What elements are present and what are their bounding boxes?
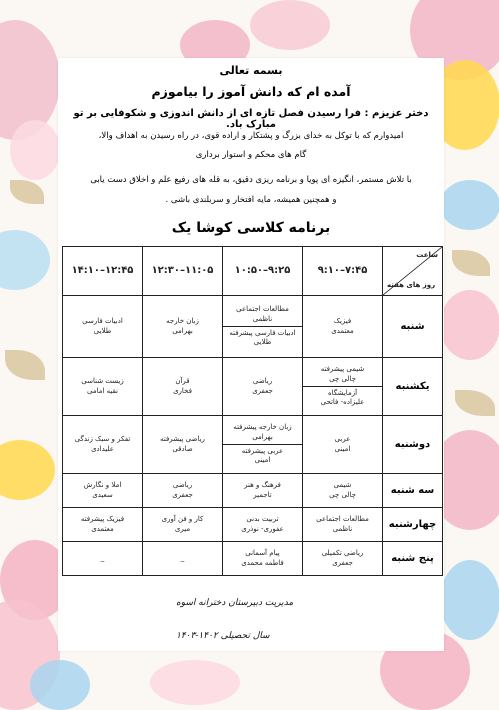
class-cell: [63, 358, 143, 416]
table-row: [63, 358, 443, 416]
teacher-text: معتمدی: [91, 524, 114, 533]
subject-text: عربی پیشرفته: [241, 447, 284, 455]
class-cell: [303, 542, 383, 576]
teacher-text: علیدادی: [91, 444, 114, 453]
subject-text: زبان خارجه: [166, 317, 199, 326]
teacher-text: طلایی: [253, 338, 272, 347]
corner-day-label: روز های هفته: [387, 281, 436, 290]
subject-text: کار و فن آوری: [161, 515, 204, 524]
teacher-text: عفوری- نوذری: [241, 524, 284, 533]
class-cell: [303, 358, 383, 416]
subject-text: املا و نگارش: [83, 481, 122, 490]
subject-text: زبان خارجه پیشرفته: [233, 423, 292, 432]
subject-text: ریاضی: [172, 481, 193, 490]
class-cell: [63, 416, 143, 474]
class-cell: [303, 474, 383, 508]
subject-text: آزمایشگاه: [327, 389, 358, 397]
subject-text: فیزیک: [333, 317, 352, 326]
time-header: ۱۱:۰۵–۱۲:۳۰: [143, 247, 223, 296]
subject-text: _: [100, 553, 105, 562]
page-title: آمده ام که دانش آموز را بیاموزم: [151, 84, 351, 99]
table-row: [63, 508, 443, 542]
bismillah: بسمه تعالی: [219, 64, 283, 77]
subject-text: ادبیات فارسی پیشرفته: [229, 329, 296, 337]
subject-text: ریاضی پیشرفته: [160, 435, 205, 444]
table-row: [63, 542, 443, 576]
class-cell: [143, 358, 223, 416]
subject-text: مطالعات اجتماعی: [236, 305, 289, 314]
teacher-text: ناظمی: [332, 524, 353, 533]
subject-text: شیمی پیشرفته: [320, 365, 365, 374]
class-cell: [63, 508, 143, 542]
class-slot-top: [303, 363, 382, 387]
class-cell: [63, 296, 143, 358]
class-cell: [223, 474, 303, 508]
subject-text: قرآن: [175, 377, 190, 386]
class-cell: [303, 508, 383, 542]
schedule-title: برنامه کلاسی کوشا یک: [171, 220, 331, 236]
class-cell: [223, 358, 303, 416]
teacher-text: ناظمی: [252, 314, 273, 323]
teacher-text: چالی چی: [329, 490, 356, 499]
table-row: [63, 416, 443, 474]
teacher-text: تاجمیر: [253, 490, 272, 499]
day-cell: دوشنبه: [383, 416, 443, 474]
teacher-text: جعفری: [332, 558, 353, 567]
teacher-text: امینی: [334, 444, 351, 453]
class-cell: [63, 474, 143, 508]
teacher-text: میری: [174, 524, 191, 533]
class-cell: [303, 416, 383, 474]
teacher-text: بهرامی: [172, 326, 193, 335]
day-cell: شنبه: [383, 296, 443, 358]
subject-text: تفکر و سبک زندگی: [74, 435, 131, 444]
subject-text: مطالعات اجتماعی: [316, 515, 369, 524]
subject-text: تربیت بدنی: [246, 515, 279, 524]
class-cell: [143, 542, 223, 576]
corner-time-label: ساعت: [416, 251, 438, 259]
teacher-text: صادقی: [172, 444, 193, 453]
class-cell: [143, 508, 223, 542]
class-cell: [223, 416, 303, 474]
subject-text: عربی: [334, 435, 351, 444]
teacher-text: بهرامی: [252, 432, 273, 441]
teacher-text: فاطمه محمدی: [241, 558, 284, 567]
class-cell: [143, 296, 223, 358]
subject-text: فیزیک پیشرفته: [80, 515, 125, 524]
day-cell: چهارشنبه: [383, 508, 443, 542]
day-cell: یکشنبه: [383, 358, 443, 416]
subject-text: _: [180, 553, 185, 562]
class-cell: [63, 542, 143, 576]
schedule-table: [62, 246, 443, 576]
class-cell: [223, 508, 303, 542]
subject-text: ادبیات فارسی: [82, 317, 123, 326]
class-cell: [223, 542, 303, 576]
class-cell: [303, 296, 383, 358]
table-header-row: [63, 247, 443, 296]
time-header: ۹:۲۵–۱۰:۵۰: [223, 247, 303, 296]
class-slot-bottom: [223, 445, 302, 468]
principal-signature: مدیریت دبیرستان دخترانه اسوه: [176, 598, 294, 608]
class-slot-top: [223, 421, 302, 445]
corner-cell: [383, 247, 443, 296]
intro-line-3: گام های محکم و استوار برداری: [195, 150, 307, 160]
intro-line-4: با تلاش مستمر، انگیزه ای پویا و برنامه ریزی دقیق، به قله های رفیع علم و اخلاق دست یابی: [90, 175, 412, 185]
class-cell: [143, 474, 223, 508]
subject-text: ریاضی: [252, 377, 273, 386]
intro-line-5: و همچنین همیشه، مایه افتخار و سربلندی باشی .: [165, 195, 337, 205]
teacher-text: علیزاده- فاتحی: [320, 398, 365, 407]
class-cell: [223, 296, 303, 358]
day-cell: پنج شنبه: [383, 542, 443, 576]
teacher-text: فخاری: [173, 386, 192, 395]
time-header: ۷:۴۵–۹:۱۰: [303, 247, 383, 296]
teacher-text: جعفری: [172, 490, 193, 499]
class-slot-top: [223, 303, 302, 327]
class-slot-bottom: [303, 387, 382, 410]
teacher-text: چالی چی: [329, 374, 356, 383]
school-year: سال تحصیلی ۱۴۰۲-۱۴۰۳: [176, 631, 270, 641]
teacher-text: امینی: [254, 456, 271, 465]
subject-text: زیست شناسی: [81, 377, 124, 386]
table-row: [63, 474, 443, 508]
subject-text: شیمی: [333, 481, 352, 490]
teacher-text: طلایی: [93, 326, 112, 335]
subject-text: فرهنگ و هنر: [244, 481, 281, 490]
time-header: ۱۲:۴۵–۱۴:۱۰: [63, 247, 143, 296]
subject-text: ریاضی تکمیلی: [321, 549, 364, 558]
teacher-text: سعیدی: [92, 490, 113, 499]
teacher-text: جعفری: [252, 386, 273, 395]
day-cell: سه شنبه: [383, 474, 443, 508]
greeting-text: دختر عزیزم : فرا رسیدن فصل تازه ای از دانش اندوزی و شکوفایی بر تو مبارک باد.: [73, 108, 429, 130]
teacher-text: معتمدی: [331, 326, 354, 335]
schedule-card: [58, 58, 444, 651]
class-cell: [143, 416, 223, 474]
teacher-text: نقیه امامی: [87, 386, 118, 395]
table-row: [63, 296, 443, 358]
subject-text: پیام آسمانی: [245, 549, 280, 558]
intro-line-2: امیدوارم که با توکل به خدای بزرگ و پشتکار و اراده قوی، در راه رسیدن به اهداف والا،: [98, 131, 404, 141]
class-slot-bottom: [223, 327, 302, 350]
